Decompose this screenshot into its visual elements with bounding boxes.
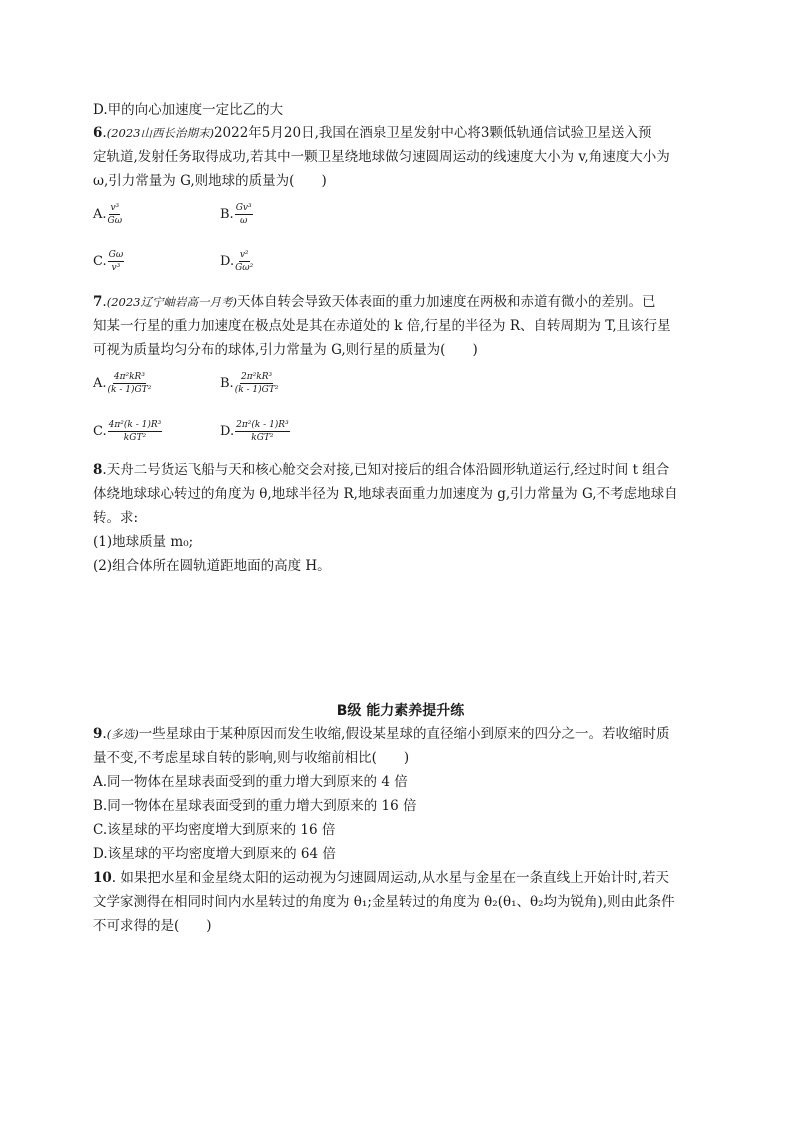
q8-sub-2: (2)组合体所在圆轨道距地面的高度 H。 [93, 558, 331, 574]
q7-option-b[interactable] [220, 372, 278, 396]
q9-tag: (多选) [106, 727, 139, 741]
q10-line-1: 10. 如果把水星和金星绕太阳的运动视为匀速圆周运动,从水星与金星在一条直线上开始计时,若天 [93, 870, 669, 886]
option-label: C. [93, 254, 107, 270]
option-label: D. [220, 254, 235, 270]
q10-line-2: 文学家测得在相同时间内水星转过的角度为 θ₁;金星转过的角度为 θ₂(θ₁、θ₂均为锐角),则由此条件 [93, 894, 675, 910]
fraction [235, 250, 253, 274]
q9-line-2: 量不变,不考虑星球自转的影响,则与收缩前相比( ) [93, 750, 410, 766]
q6-line-2: 定轨道,发射任务取得成功,若其中一颗卫星绕地球做匀速圆周运动的线速度大小为 v,角速度大小为 [93, 149, 670, 165]
q10-line-3: 不可求得的是( ) [93, 918, 212, 934]
numerator: Gω [108, 250, 125, 262]
denominator: kGT² [123, 433, 147, 444]
numerator: Gv³ [235, 203, 253, 215]
fraction [108, 420, 163, 444]
q9-stem-1: 一些星球由于某种原因而发生收缩,假设某星球的直径缩小到原来的四分之一。若收缩时质 [138, 726, 670, 742]
q10-number: 10 [93, 870, 112, 886]
q9-option-d[interactable]: D.该星球的平均密度增大到原来的 64 倍 [93, 846, 336, 862]
q6-option-c[interactable] [93, 250, 124, 274]
option-label: C. [93, 424, 107, 440]
q6-option-d[interactable] [220, 250, 253, 274]
q9-line-1: 9.(多选)一些星球由于某种原因而发生收缩,假设某星球的直径缩小到原来的四分之一。若收缩时质 [93, 726, 670, 742]
section-b-title: B级 能力素养提升练 [336, 703, 465, 719]
q8-number: 8 [93, 462, 103, 478]
option-label: A. [93, 376, 107, 392]
numerator: 2π²kR³ [240, 372, 273, 384]
q7-option-a[interactable] [93, 372, 151, 396]
denominator: (k - 1)GT² [107, 385, 152, 396]
q8-line-3: 转。求: [93, 510, 139, 526]
q5-option-d: D.甲的向心加速度一定比乙的大 [93, 102, 284, 118]
q8-sub-1: (1)地球质量 m₀; [93, 534, 194, 550]
option-label: D. [220, 424, 235, 440]
fraction [108, 203, 123, 227]
q6-option-a[interactable] [93, 203, 122, 227]
q7-source: (2023辽宁岫岩高一月考) [106, 295, 237, 309]
fraction [235, 372, 279, 396]
numerator: 2π²(k - 1)R³ [235, 420, 290, 432]
q7-option-c[interactable] [93, 420, 162, 444]
fraction [108, 250, 125, 274]
numerator: v² [239, 250, 250, 262]
denominator: Gω [107, 216, 123, 227]
q7-number: 7 [93, 294, 103, 310]
q7-line-1: 7.(2023辽宁岫岩高一月考)天体自转会导致天体表面的重力加速度在两极和赤道有微小的差别。已 [93, 294, 656, 310]
fraction [108, 372, 152, 396]
q6-line-1: 6.(2023山西长治期末)2022年5月20日,我国在酒泉卫星发射中心将3颗低轨通信试验卫星送入预 [93, 125, 652, 141]
q6-stem-1: 2022年5月20日,我国在酒泉卫星发射中心将3颗低轨通信试验卫星送入预 [213, 125, 652, 141]
option-label: B. [220, 376, 234, 392]
denominator: v³ [111, 263, 121, 274]
q7-line-3: 可视为质量均匀分布的球体,引力常量为 G,则行星的质量为( ) [93, 342, 478, 358]
q9-number: 9 [93, 726, 103, 742]
option-label: A. [93, 207, 107, 223]
q7-line-2: 知某一行星的重力加速度在极点处是其在赤道处的 k 倍,行星的半径为 R、自转周期为 T,且该行星 [93, 318, 671, 334]
q7-option-d[interactable] [220, 420, 290, 444]
numerator: v³ [109, 203, 120, 215]
denominator: Gω² [235, 263, 254, 274]
q8-line-2: 体绕地球球心转过的角度为 θ,地球半径为 R,地球表面重力加速度为 g,引力常量为 G,不考虑地球自 [93, 486, 678, 502]
numerator: 4π²(k - 1)R³ [108, 420, 163, 432]
fraction [235, 420, 290, 444]
option-label: B. [220, 207, 234, 223]
denominator: ω [239, 216, 248, 227]
q9-option-b[interactable]: B.同一物体在星球表面受到的重力增大到原来的 16 倍 [93, 798, 417, 814]
numerator: 4π²kR³ [113, 372, 146, 384]
denominator: kGT² [251, 433, 274, 444]
q6-line-3: ω,引力常量为 G,则地球的质量为( ) [93, 173, 327, 189]
q8-line-1: 8.天舟二号货运飞船与天和核心舱交会对接,已知对接后的组合体沿圆形轨道运行,经过时间 t 组合 [93, 462, 670, 478]
denominator: (k - 1)GT² [234, 385, 279, 396]
q7-stem-1: 天体自转会导致天体表面的重力加速度在两极和赤道有微小的差别。已 [236, 294, 656, 310]
q9-option-c[interactable]: C.该星球的平均密度增大到原来的 16 倍 [93, 822, 336, 838]
q9-option-a[interactable]: A.同一物体在星球表面受到的重力增大到原来的 4 倍 [93, 774, 408, 790]
q8-stem-1: 天舟二号货运飞船与天和核心舱交会对接,已知对接后的组合体沿圆形轨道运行,经过时间 t 组合 [106, 462, 670, 478]
q6-number: 6 [93, 125, 103, 141]
q10-stem-1: 如果把水星和金星绕太阳的运动视为匀速圆周运动,从水星与金星在一条直线上开始计时,若天 [120, 870, 669, 886]
fraction [235, 203, 253, 227]
q6-source: (2023山西长治期末) [106, 126, 214, 140]
q6-option-b[interactable] [220, 203, 253, 227]
